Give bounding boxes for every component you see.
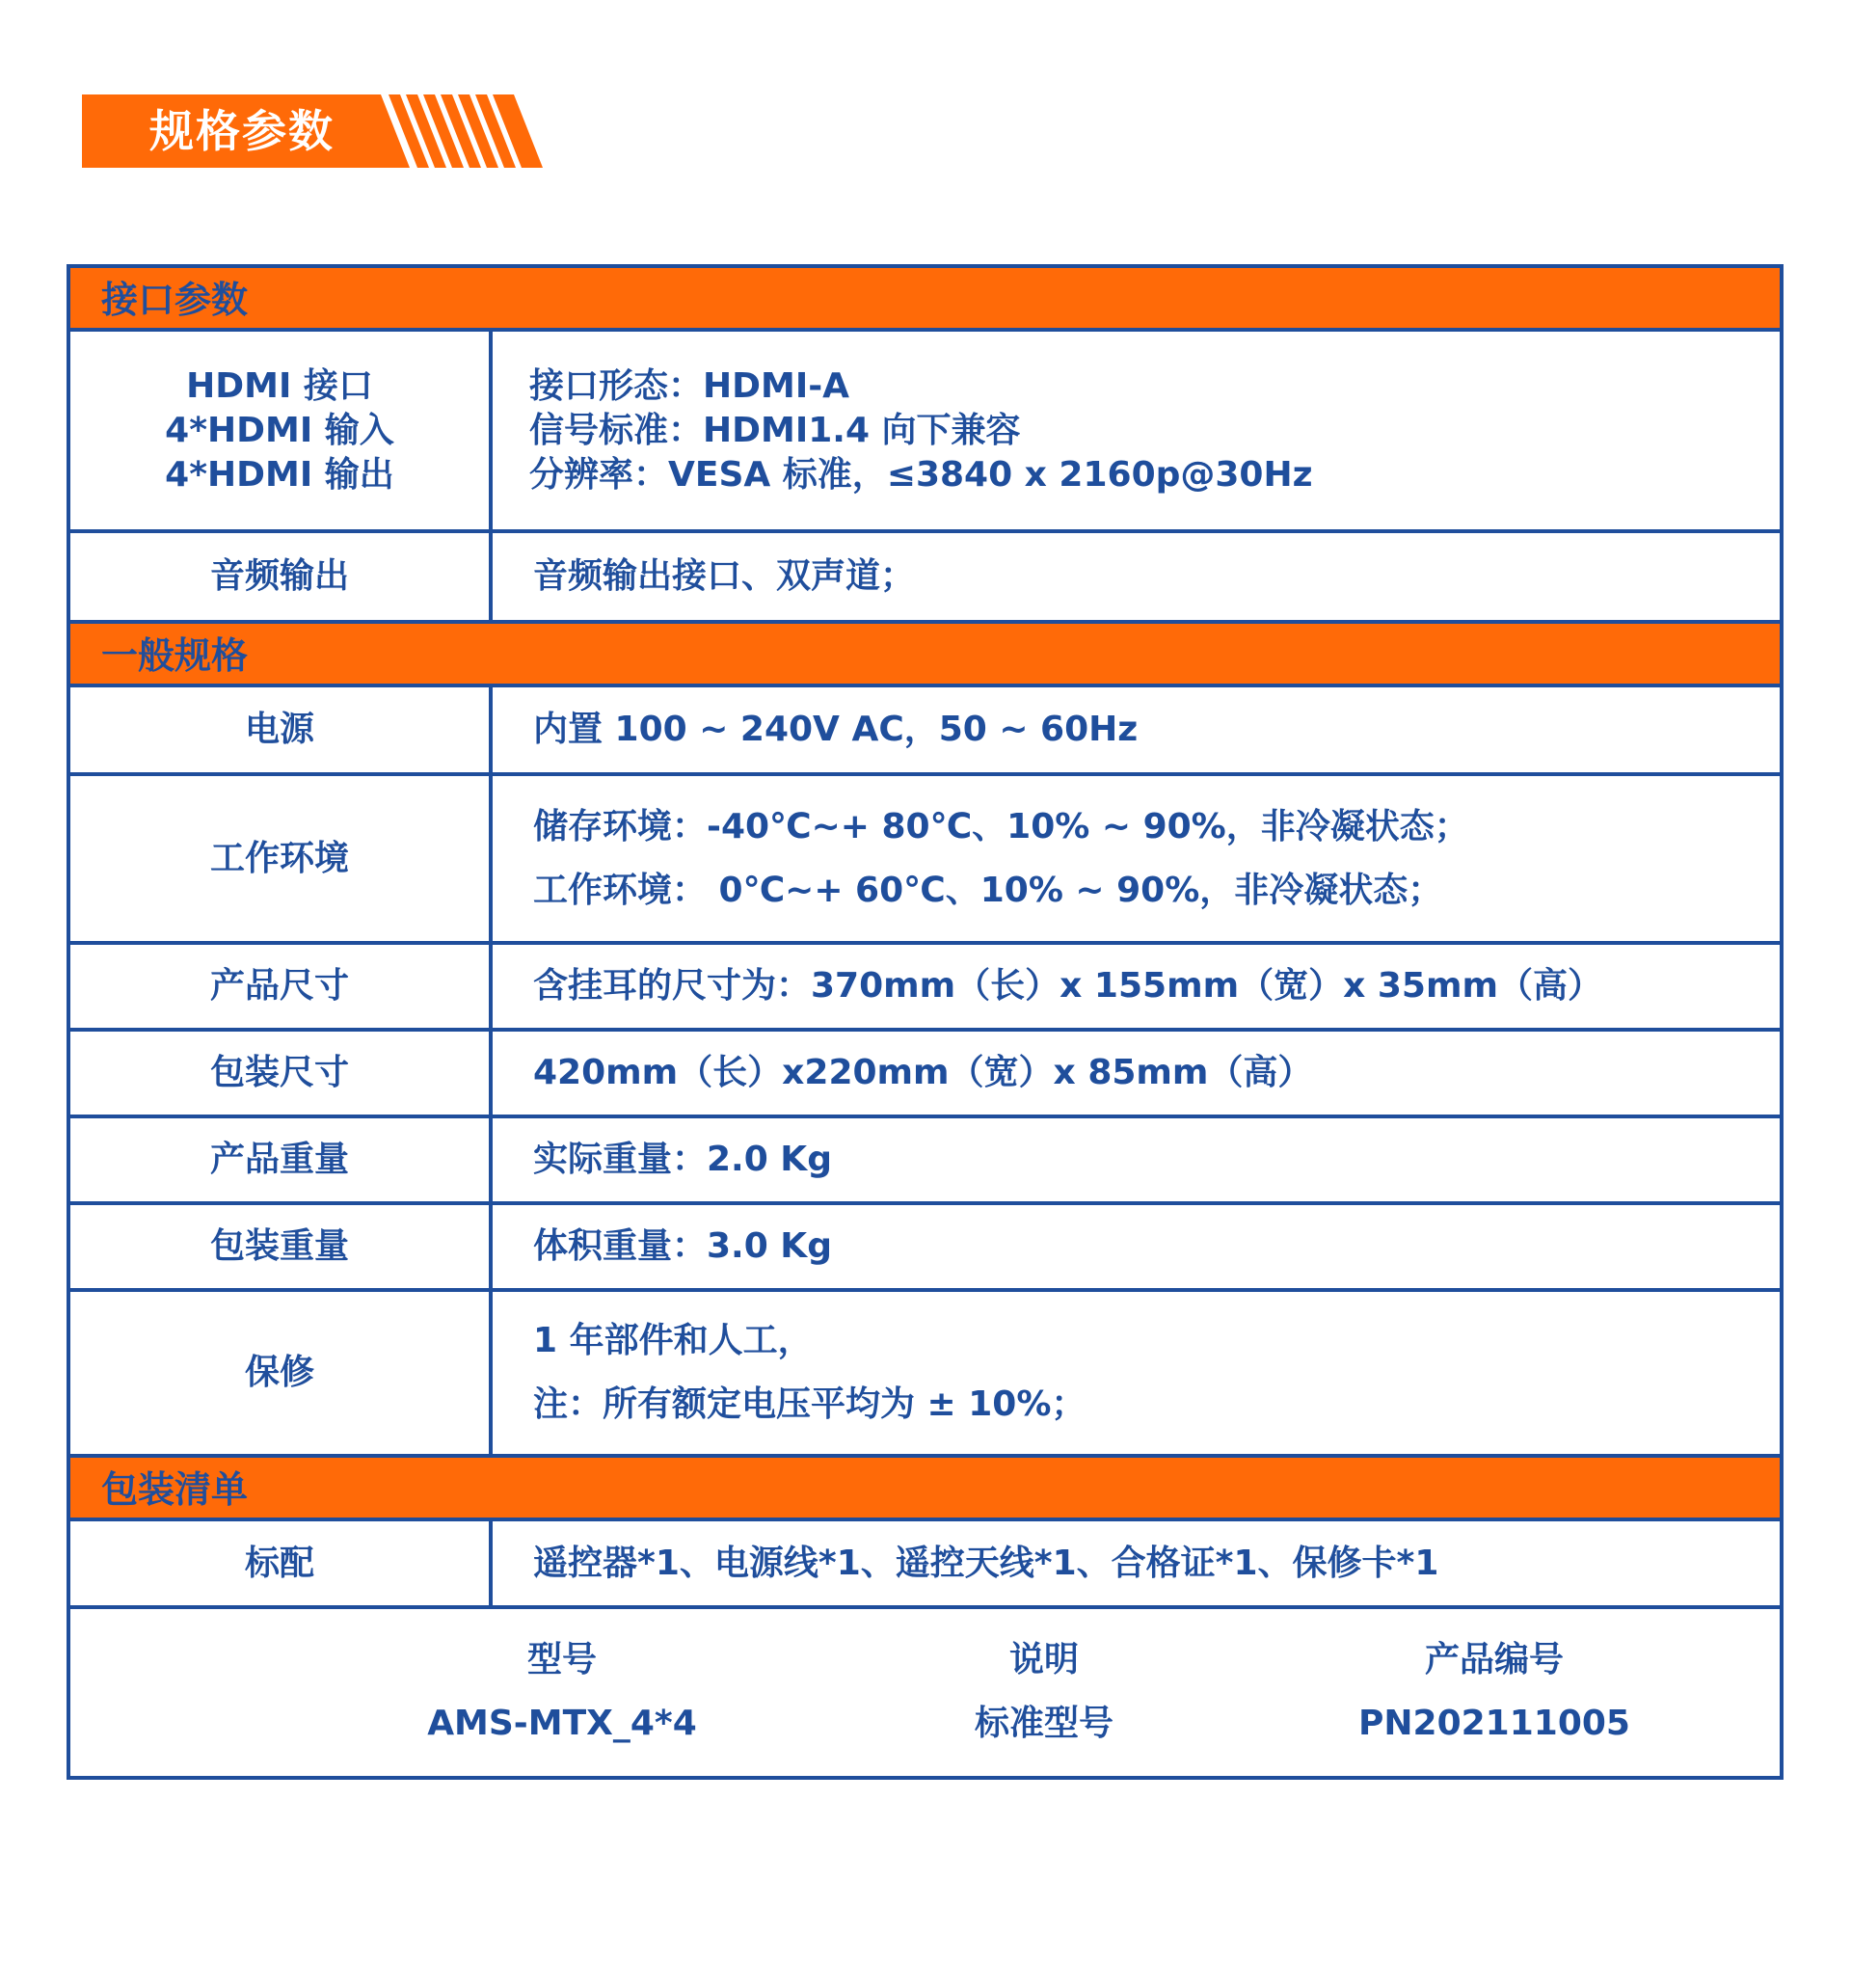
- row-hdmi: [70, 332, 1780, 533]
- row-value: 420mm（长）x220mm（宽）x 85mm（高）: [533, 1053, 1313, 1092]
- section-package: 包装清单: [70, 1458, 1780, 1521]
- row-value: 音频输出接口、双声道；: [533, 556, 916, 596]
- row-label: [70, 332, 493, 529]
- model-value: 标准型号: [974, 1704, 1113, 1743]
- value-line: 1 年部件和人工，: [533, 1321, 813, 1360]
- row-value: 含挂耳的尺寸为：370mm（长）x 155mm（宽）x 35mm（高）: [533, 966, 1602, 1006]
- model-header: 产品编号: [1424, 1640, 1564, 1679]
- row-label: 产品尺寸: [70, 945, 493, 1028]
- section-interface: 接口参数: [70, 268, 1780, 332]
- value-line: 工作环境： 0℃~+ 60℃、10% ~ 90%，非冷凝状态；: [533, 870, 1443, 910]
- model-value: PN202111005: [1358, 1704, 1630, 1743]
- model-value: AMS-MTX_4*4: [427, 1704, 697, 1743]
- row-standard: [70, 1521, 1780, 1609]
- banner-title: 规格参数: [149, 105, 335, 157]
- row-package-size: [70, 1032, 1780, 1118]
- description-column: [871, 1628, 1218, 1756]
- model-column: [389, 1628, 736, 1756]
- row-value: 实际重量：2.0 Kg: [533, 1140, 832, 1179]
- row-value: [493, 332, 1780, 529]
- row-value: 遥控器*1、电源线*1、遥控天线*1、合格证*1、保修卡*1: [533, 1543, 1439, 1583]
- row-label: 包装尺寸: [70, 1032, 493, 1115]
- value-line: 信号标准：HDMI1.4 向下兼容: [529, 410, 1021, 450]
- model-header: 型号: [526, 1640, 597, 1679]
- row-label: 保修: [70, 1292, 493, 1454]
- label-line: HDMI 接口: [186, 365, 373, 406]
- section-general: 一般规格: [70, 624, 1780, 687]
- row-product-weight: [70, 1118, 1780, 1205]
- spec-table: [67, 264, 1784, 1780]
- value-line: 接口形态：HDMI-A: [529, 365, 850, 406]
- row-package-weight: [70, 1205, 1780, 1292]
- row-label: 包装重量: [70, 1205, 493, 1288]
- value-line: 分辨率：VESA 标准，≤3840 x 2160p@30Hz: [529, 454, 1313, 495]
- model-table: [70, 1609, 1780, 1776]
- row-value: 体积重量：3.0 Kg: [533, 1226, 832, 1266]
- row-warranty: [70, 1292, 1780, 1458]
- row-power: [70, 687, 1780, 776]
- spec-banner: [82, 94, 543, 168]
- row-value: [493, 1292, 1780, 1454]
- model-header: 说明: [1008, 1640, 1079, 1679]
- row-audio: [70, 533, 1780, 624]
- row-label: 音频输出: [70, 533, 493, 620]
- row-value: [493, 776, 1780, 941]
- row-value: 内置 100 ~ 240V AC，50 ~ 60Hz: [533, 710, 1139, 749]
- label-line: 4*HDMI 输出: [165, 454, 394, 495]
- row-label: 标配: [70, 1521, 493, 1605]
- value-line: 储存环境：-40℃~+ 80℃、10% ~ 90%，非冷凝状态；: [533, 806, 1469, 846]
- label-line: 4*HDMI 输入: [165, 410, 394, 450]
- row-label: 产品重量: [70, 1118, 493, 1201]
- row-product-size: [70, 945, 1780, 1032]
- row-label: 工作环境: [70, 776, 493, 941]
- value-line: 注：所有额定电压平均为 ± 10%；: [533, 1384, 1086, 1424]
- row-label: 电源: [70, 687, 493, 772]
- row-environment: [70, 776, 1780, 945]
- product-number-column: [1321, 1628, 1668, 1756]
